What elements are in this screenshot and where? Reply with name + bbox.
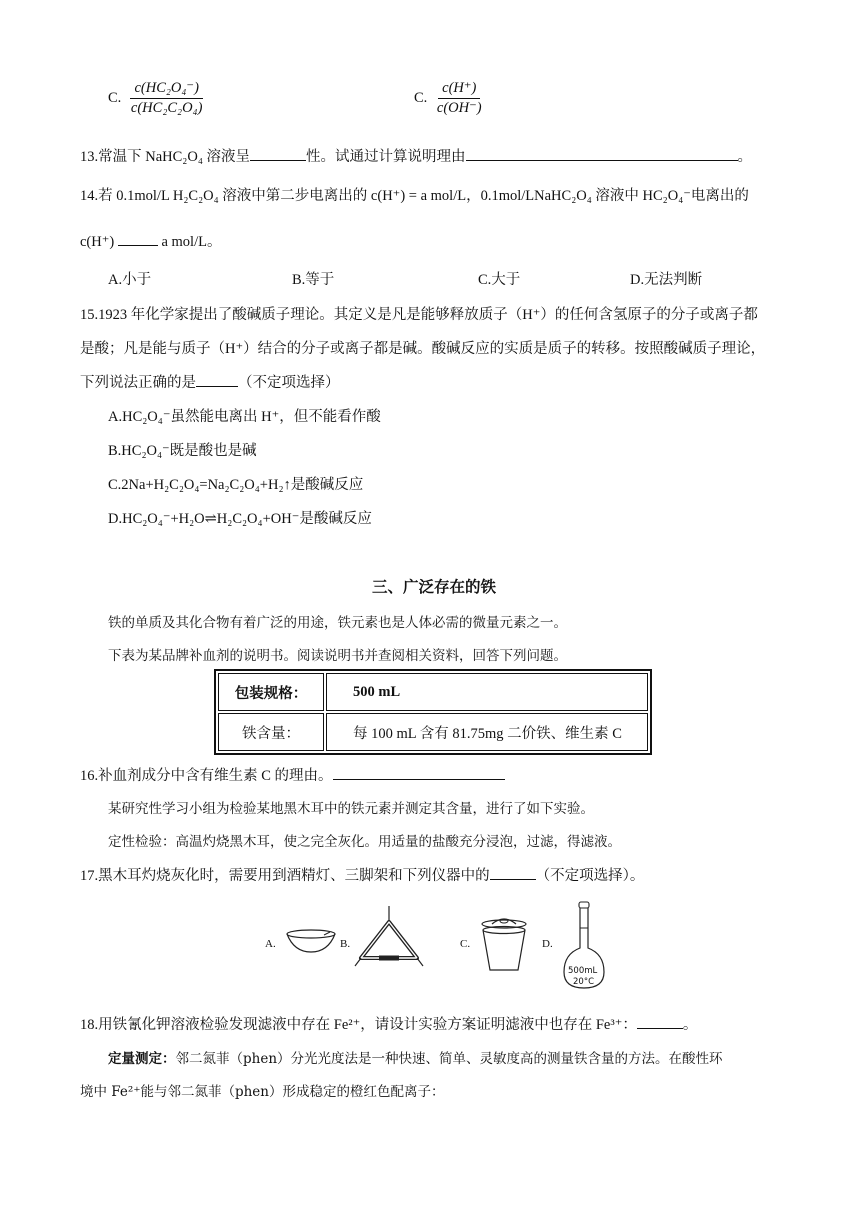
- answer-blank[interactable]: [637, 1015, 683, 1029]
- fraction-numerator: c(H⁺): [438, 80, 480, 99]
- table-cell-label: 铁含量：: [218, 713, 324, 751]
- answer-blank[interactable]: [196, 373, 238, 387]
- q13-text-1: 13.常温下 NaHC₂O₄ 溶液呈: [80, 149, 251, 165]
- flask-temp-label: 20°C: [573, 977, 595, 987]
- q15-option-c: C.2Na+H₂C₂O₄=Na₂C₂O₄+H₂↑是酸碱反应: [108, 477, 364, 493]
- table-cell-value: 每 100 mL 含有 81.75mg 二价铁、维生素 C: [326, 713, 648, 751]
- quant-line-1: [108, 1047, 723, 1067]
- question-13: [80, 145, 752, 166]
- q12-option-c-right: [414, 80, 486, 117]
- clay-triangle-icon: [353, 904, 425, 970]
- research-line-2: 定性检验：高温灼烧黑木耳，使之完全灰化。用适量的盐酸充分浸泡，过滤，得滤液。: [108, 834, 621, 850]
- q14-text-2: a mol/L。: [161, 234, 222, 250]
- q15-text-2: （不定项选择）: [238, 375, 340, 391]
- option-label: C.: [108, 89, 122, 106]
- answer-blank[interactable]: [250, 147, 306, 161]
- apparatus-label-b: B.: [340, 938, 351, 950]
- table-row: [218, 713, 648, 751]
- q15-option-a: A.HC₂O₄⁻虽然能电离出 H⁺，但不能看作酸: [108, 409, 381, 425]
- quant-line-2: 境中 Fe²⁺能与邻二氮菲（phen）形成稳定的橙红色配离子：: [80, 1084, 445, 1100]
- fraction-denominator: c(OH⁻): [436, 100, 482, 116]
- q18-text-1: 18.用铁氰化钾溶液检验发现滤液中存在 Fe²⁺，请设计实验方案证明滤液中也存在 Fe³⁺：: [80, 1017, 637, 1033]
- fraction-hc2o4: [127, 80, 207, 117]
- evaporating-dish-icon: [284, 928, 338, 956]
- apparatus-label-d: D.: [542, 938, 553, 950]
- answer-blank[interactable]: [466, 147, 738, 161]
- q14-option-a: A.小于: [108, 272, 152, 288]
- q14-option-d: D.无法判断: [630, 272, 703, 288]
- question-17: [80, 864, 644, 885]
- question-14-line1: 14.若 0.1mol/L H₂C₂O₄ 溶液中第二步电离出的 c(H⁺) = a mol/L，0.1mol/LNaHC₂O₄ 溶液中 HC₂O₄⁻电离出的: [80, 188, 749, 204]
- option-label: C.: [414, 89, 428, 106]
- q14-option-b: B.等于: [292, 272, 335, 288]
- q15-text-1: 下列说法正确的是: [80, 375, 196, 391]
- q13-text-2: 性。试通过计算说明理由: [306, 149, 466, 165]
- answer-blank[interactable]: [490, 866, 536, 880]
- fraction-denominator: c(HC₂C₂O₄): [130, 100, 203, 116]
- question-15-line3: [80, 371, 340, 392]
- answer-blank[interactable]: [118, 232, 158, 246]
- question-14-line2: [80, 230, 221, 251]
- q17-text-2: （不定项选择）。: [535, 868, 645, 884]
- section-intro-1: 铁的单质及其化合物有着广泛的用途，铁元素也是人体必需的微量元素之一。: [108, 615, 567, 631]
- flask-volume-label: 500mL: [568, 966, 598, 976]
- section-intro-2: 下表为某品牌补血剂的说明书。阅读说明书并查阅相关资料，回答下列问题。: [108, 648, 567, 664]
- table-cell-value: 500 mL: [326, 673, 648, 711]
- research-line-1: 某研究性学习小组为检验某地黑木耳中的铁元素并测定其含量，进行了如下实验。: [108, 801, 594, 817]
- table-row: [218, 673, 648, 711]
- answer-blank[interactable]: [333, 766, 505, 780]
- crucible-icon: [478, 914, 530, 974]
- question-18: [80, 1013, 697, 1034]
- question-15-line1: 15.1923 年化学家提出了酸碱质子理论。其定义是凡是能够释放质子（H⁺）的任何含氢原子的分子或离子都: [80, 307, 758, 323]
- q18-text-2: 。: [682, 1017, 698, 1033]
- question-15-line2: 是酸；凡是能与质子（H⁺）结合的分子或离子都是碱。酸碱反应的实质是质子的转移。按照酸碱质子理论，: [80, 341, 766, 357]
- q16-text: 16.补血剂成分中含有维生素 C 的理由。: [80, 768, 333, 784]
- q13-text-3: 。: [737, 149, 753, 165]
- q14-text-1: c(H⁺): [80, 234, 115, 250]
- table-cell-label: 包装规格：: [218, 673, 324, 711]
- apparatus-label-c: C.: [460, 938, 471, 950]
- q15-option-b: B.HC₂O₄⁻既是酸也是碱: [108, 443, 257, 459]
- fraction-h-oh: [433, 80, 486, 117]
- q15-option-d: D.HC₂O₄⁻+H₂O⇌H₂C₂O₄+OH⁻是酸碱反应: [108, 511, 372, 527]
- apparatus-label-a: A.: [265, 938, 276, 950]
- fraction-numerator: c(HC₂O₄⁻): [130, 80, 202, 99]
- q14-option-c: C.大于: [478, 272, 521, 288]
- q17-text-1: 17.黑木耳灼烧灰化时，需要用到酒精灯、三脚架和下列仪器中的: [80, 868, 490, 884]
- quant-text: 邻二氮菲（phen）分光光度法是一种快速、简单、灵敏度高的测量铁含量的方法。在酸性环: [175, 1051, 723, 1067]
- q12-option-c-left: [108, 80, 206, 117]
- spec-table: [214, 669, 652, 755]
- question-16: [80, 764, 505, 785]
- quant-label: 定量测定：: [108, 1051, 176, 1067]
- section-title: 三、广泛存在的铁: [371, 578, 496, 596]
